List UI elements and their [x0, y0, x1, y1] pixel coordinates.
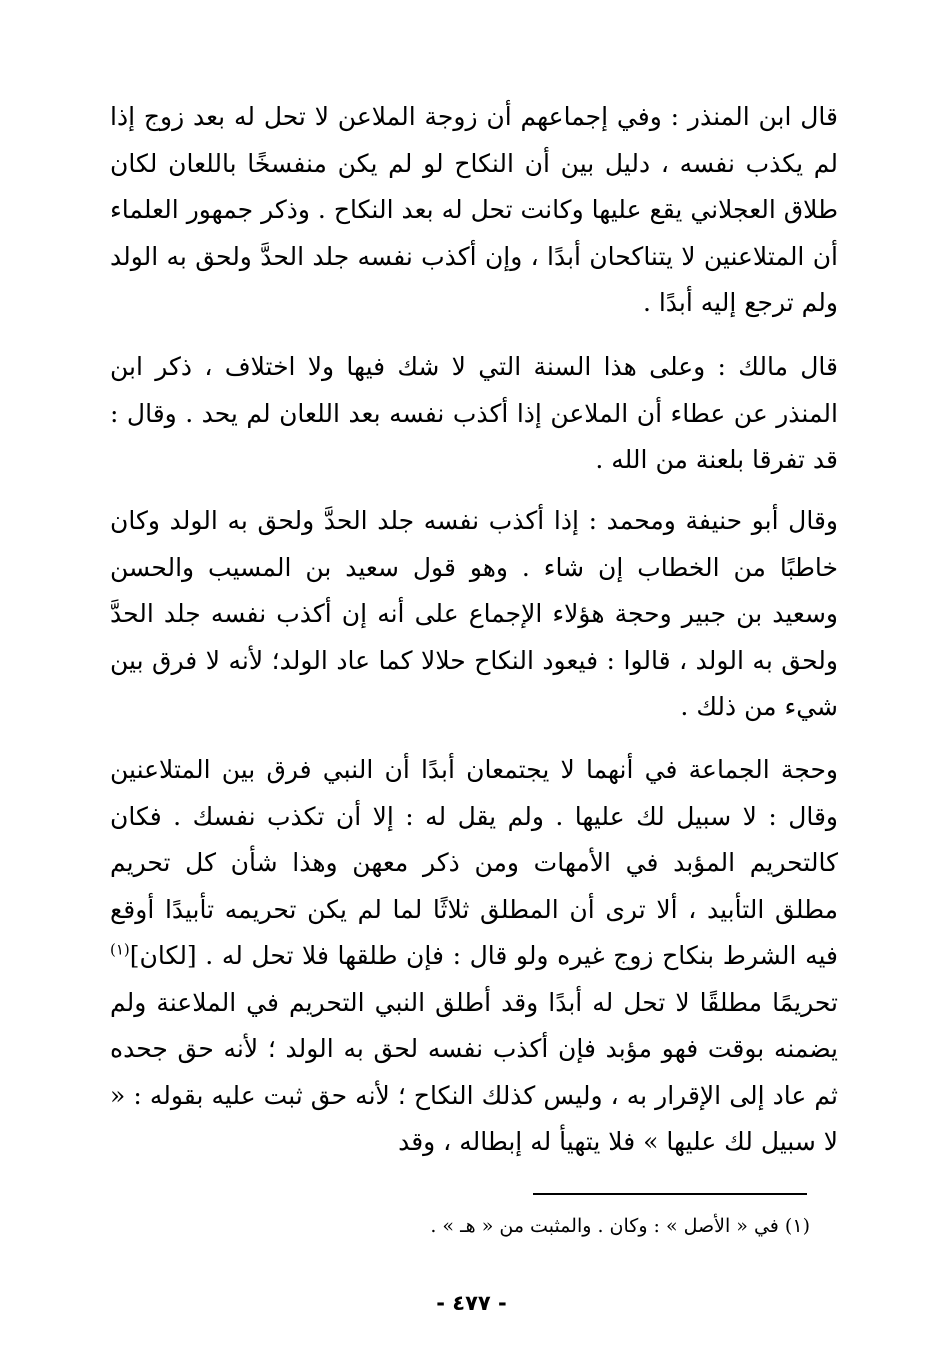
- page-number: - ٤٧٧ -: [436, 1291, 507, 1315]
- paragraph-malik: [110, 344, 838, 484]
- paragraph-text: وقال أبو حنيفة ومحمد : إذا أكذب نفسه جلد الحدَّ ولحق به الولد وكان خاطبًا من الخطاب إن شاء . وهو قول سعيد بن المسيب والحسن وسعيد بن جبير وحجة هؤلاء الإجماع على أنه إن أكذب نفسه جلد الحدَّ ولحق به الولد ، قالوا : فيعود النكاح حلالا كما عاد الولد؛ لأنه لا فرق بين شيء من ذلك .: [110, 506, 838, 721]
- paragraph-text: [110, 747, 838, 1166]
- paragraph-jamaa-argument: [110, 747, 838, 1166]
- paragraph-text-before-note: وحجة الجماعة في أنهما لا يجتمعان أبدًا أن النبي فرق بين المتلاعنين وقال : لا سبيل لك عليها . ولم يقل له : إلا أن تكذب نفسك . فكان كالتحريم المؤبد في الأمهات ومن ذكر معهن وهذا شأن كل تحريم مطلق التأبيد ، ألا ترى أن المطلق ثلاثًا لما لم يكن تحريمه تأبيدًا أوقع فيه الشرط بنكاح زوج غيره ولو قال : فإن طلقها فلا تحل له . [لكان]: [110, 755, 838, 970]
- footnote-reference: (١): [110, 940, 130, 959]
- paragraph-text: قال مالك : وعلى هذا السنة التي لا شك فيها ولا اختلاف ، ذكر ابن المنذر عن عطاء أن الملاعن إذا أكذب نفسه بعد اللعان لم يحد . وقال : قد تفرقا بلعنة من الله .: [110, 352, 838, 474]
- paragraph-text: قال ابن المنذر : وفي إجماعهم أن زوجة الملاعن لا تحل له بعد زوج إذا لم يكذب نفسه ، دليل بين أن النكاح لو لم يكن منفسخًا باللعان لكان طلاق العجلاني يقع عليها وكانت تحل له بعد النكاح . وذكر جمهور العلماء أن المتلاعنين لا يتناكحان أبدًا ، وإن أكذب نفسه جلد الحدَّ ولحق به الولد ولم ترجع إليه أبدًا .: [110, 102, 838, 317]
- paragraph-ibn-al-mundhir: [110, 94, 838, 327]
- paragraph-text-after-note: تحريمًا مطلقًا لا تحل له أبدًا وقد أطلق النبي التحريم في الملاعنة ولم يضمنه بوقت فهو مؤبد فإن أكذب نفسه لحق به الولد ؛ لأنه حق جحده ثم عاد إلى الإقرار به ، وليس كذلك النكاح ؛ لأنه حق ثبت عليه بقوله : « لا سبيل لك عليها » فلا يتهيأ له إبطاله ، وقد: [110, 987, 838, 1156]
- footnote: (١) في « الأصل » : وكان . والمثبت من « هـ » .: [430, 1215, 810, 1237]
- footnote-separator: [533, 1193, 807, 1195]
- paragraph-abu-hanifa: [110, 498, 838, 731]
